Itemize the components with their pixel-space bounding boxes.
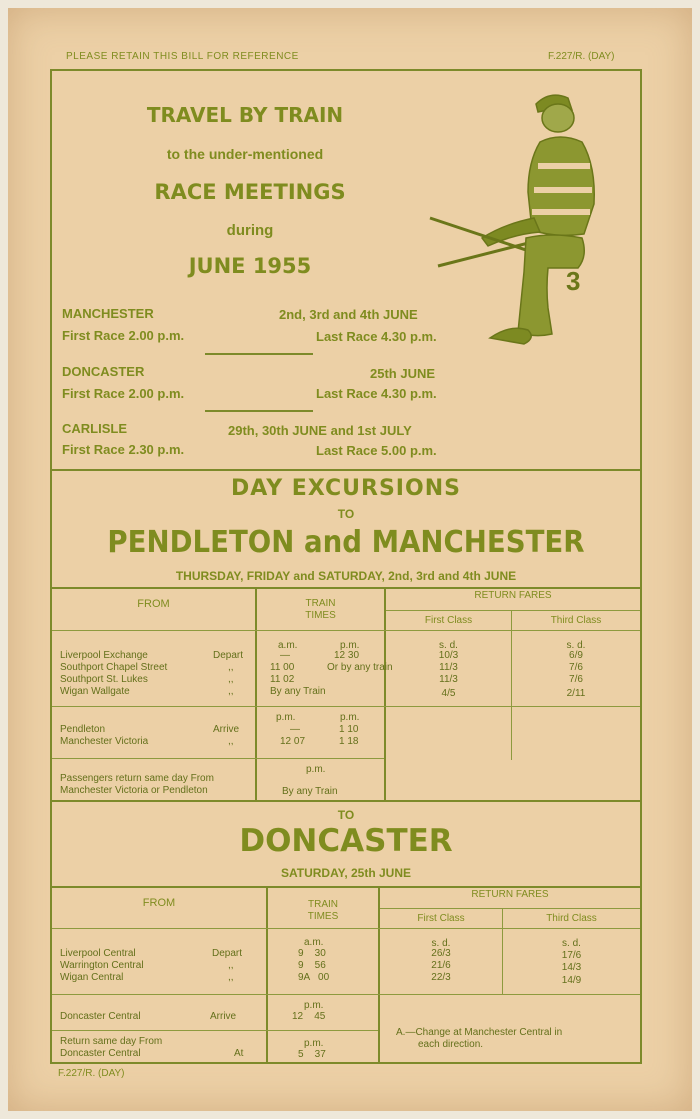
station: Doncaster Central	[60, 1011, 141, 1022]
meeting-place: DONCASTER	[62, 364, 145, 379]
fare-third: 17/6	[561, 950, 582, 961]
meeting-place: MANCHESTER	[62, 306, 154, 321]
change-note: each direction.	[418, 1039, 484, 1050]
fare-col	[511, 610, 512, 760]
time: By any Train	[270, 686, 326, 697]
station: Wigan Wallgate	[60, 686, 130, 697]
fare-first: 11/3	[439, 674, 458, 685]
row-rule	[52, 758, 384, 759]
retain-notice: PLEASE RETAIN THIS BILL FOR REFERENCE	[66, 51, 299, 62]
fare-third: 6/9	[569, 650, 583, 661]
station-action: ,,	[228, 972, 234, 983]
meeting-dates: 2nd, 3rd and 4th JUNE	[279, 307, 418, 322]
frame-top	[50, 69, 642, 71]
col-first-class: First Class	[417, 913, 465, 924]
excursions-heading: DAY EXCURSIONS	[231, 476, 461, 501]
title-under: to the under-mentioned	[166, 146, 324, 162]
fare-third: 14/9	[561, 975, 582, 986]
time: 1 18	[339, 736, 359, 747]
fare-third: 14/3	[561, 962, 582, 973]
time: —	[290, 724, 300, 735]
excursions-destination: PENDLETON and MANCHESTER	[107, 525, 585, 560]
doncaster-day: SATURDAY, 25th JUNE	[280, 866, 412, 880]
return-time: 5 37	[298, 1049, 326, 1060]
header-rule	[52, 630, 640, 631]
col-train-times: TRAIN TIMES	[305, 598, 336, 621]
station: Pendleton	[60, 724, 106, 735]
return-note: Manchester Victoria or Pendleton	[60, 785, 208, 796]
fare-third: 7/6	[569, 662, 583, 673]
title-june: JUNE 1955	[188, 254, 312, 278]
time: 11 00	[270, 662, 295, 673]
first-sd: s. d.	[431, 938, 451, 949]
footer-code: F.227/R. (DAY)	[58, 1068, 125, 1079]
time: —	[280, 650, 290, 661]
meeting-dates: 25th JUNE	[370, 366, 436, 381]
station: Warrington Central	[60, 960, 144, 971]
station-action: Arrive	[210, 1011, 237, 1022]
station-action: ,,	[228, 686, 234, 697]
station: Liverpool Central	[60, 948, 136, 959]
doncaster-destination: DONCASTER	[239, 823, 453, 859]
col-return-fares: RETURN FARES	[471, 889, 549, 900]
fare-first: 22/3	[431, 972, 451, 983]
meeting-place: CARLISLE	[62, 421, 127, 436]
meeting-dates: 29th, 30th JUNE and 1st JULY	[228, 423, 412, 438]
return-note: Return same day From	[60, 1036, 163, 1047]
station-action: ,,	[228, 674, 234, 685]
fare-first: 26/3	[431, 948, 451, 959]
doncaster-to: TO	[337, 808, 355, 822]
station-action: Arrive	[213, 724, 240, 735]
am-label: a.m.	[278, 640, 298, 651]
station-action: Depart	[212, 948, 243, 959]
col-third-class: Third Class	[550, 615, 602, 626]
am-label: a.m.	[304, 937, 324, 948]
frame-left	[50, 69, 52, 1064]
title-during: during	[226, 222, 274, 239]
fare-rule	[380, 908, 640, 909]
meeting-first-race: First Race 2.00 p.m.	[62, 328, 185, 343]
meeting-last-race: Last Race 5.00 p.m.	[316, 443, 437, 458]
station-action: ,,	[228, 960, 234, 971]
row-rule	[52, 994, 640, 995]
excursions-to: TO	[337, 507, 355, 521]
pm-label: p.m.	[340, 640, 360, 651]
table-top	[50, 587, 642, 589]
frame-bottom	[50, 1062, 642, 1064]
row-rule	[52, 1030, 378, 1031]
station-action: Depart	[213, 650, 244, 661]
meeting-divider	[205, 410, 313, 412]
return-time: By any Train	[282, 786, 338, 797]
fare-third: 7/6	[569, 674, 583, 685]
pm-label: p.m.	[340, 712, 360, 723]
col-from: FROM	[142, 897, 176, 909]
time: 11 02	[270, 674, 295, 685]
fare-first: 10/3	[438, 650, 459, 661]
pm-label: p.m.	[306, 764, 326, 775]
header-rule	[52, 928, 640, 929]
meeting-first-race: First Race 2.00 p.m.	[62, 386, 185, 401]
fare-first: 11/3	[439, 662, 458, 673]
station: Southport Chapel Street	[60, 662, 168, 673]
meeting-first-race: First Race 2.30 p.m.	[62, 442, 185, 457]
time: 12 45	[292, 1011, 326, 1022]
fare-rule	[386, 610, 640, 611]
meeting-last-race: Last Race 4.30 p.m.	[316, 386, 437, 401]
col-third-class: Third Class	[546, 913, 597, 924]
station-action: At	[234, 1048, 244, 1059]
return-note: Passengers return same day From	[60, 773, 214, 784]
first-sd: s. d.	[439, 640, 458, 651]
station: Manchester Victoria	[60, 736, 149, 747]
col-return-fares: RETURN FARES	[474, 590, 552, 601]
meeting-divider	[205, 353, 313, 355]
time: 1 10	[339, 724, 359, 735]
station-action: ,,	[228, 662, 234, 673]
station: Liverpool Exchange	[60, 650, 148, 661]
pm-label: p.m.	[276, 712, 296, 723]
fare-first: 4/5	[441, 688, 456, 699]
time: 12 30	[334, 650, 360, 661]
meeting-last-race: Last Race 4.30 p.m.	[316, 329, 437, 344]
excursions-days: THURSDAY, FRIDAY and SATURDAY, 2nd, 3rd and 4th JUNE	[175, 569, 517, 583]
title-travel: TRAVEL BY TRAIN	[146, 103, 344, 127]
change-note: A.—Change at Manchester Central in	[396, 1027, 563, 1038]
fare-first: 21/6	[431, 960, 451, 971]
jockey-illustration	[428, 78, 613, 354]
station-action: ,,	[228, 736, 234, 747]
fare-third: 2/11	[566, 688, 586, 699]
time: 9A 00	[298, 972, 330, 983]
bill-code: F.227/R. (DAY)	[548, 51, 615, 62]
table-top	[50, 886, 642, 888]
jockey-number: 3	[566, 266, 581, 296]
station: Southport St. Lukes	[60, 674, 148, 685]
time: 9 30	[298, 948, 326, 959]
third-sd: s. d.	[562, 938, 581, 949]
section-divider	[50, 469, 642, 471]
frame-right	[640, 69, 642, 1064]
time: 12 07	[280, 736, 306, 747]
col-from: FROM	[137, 598, 170, 610]
table-bottom	[50, 800, 642, 802]
time: 9 56	[298, 960, 326, 971]
col-first-class: First Class	[424, 615, 473, 626]
station: Wigan Central	[60, 972, 124, 983]
time: Or by any train	[327, 662, 393, 673]
pm-label: p.m.	[304, 1038, 324, 1049]
third-sd: s. d.	[566, 640, 586, 651]
pm-label: p.m.	[304, 1000, 324, 1011]
col-train-times: TRAIN TIMES	[307, 899, 339, 922]
title-race-meetings: RACE MEETINGS	[154, 180, 346, 204]
return-note: Doncaster Central	[60, 1048, 141, 1059]
row-rule	[52, 706, 640, 707]
